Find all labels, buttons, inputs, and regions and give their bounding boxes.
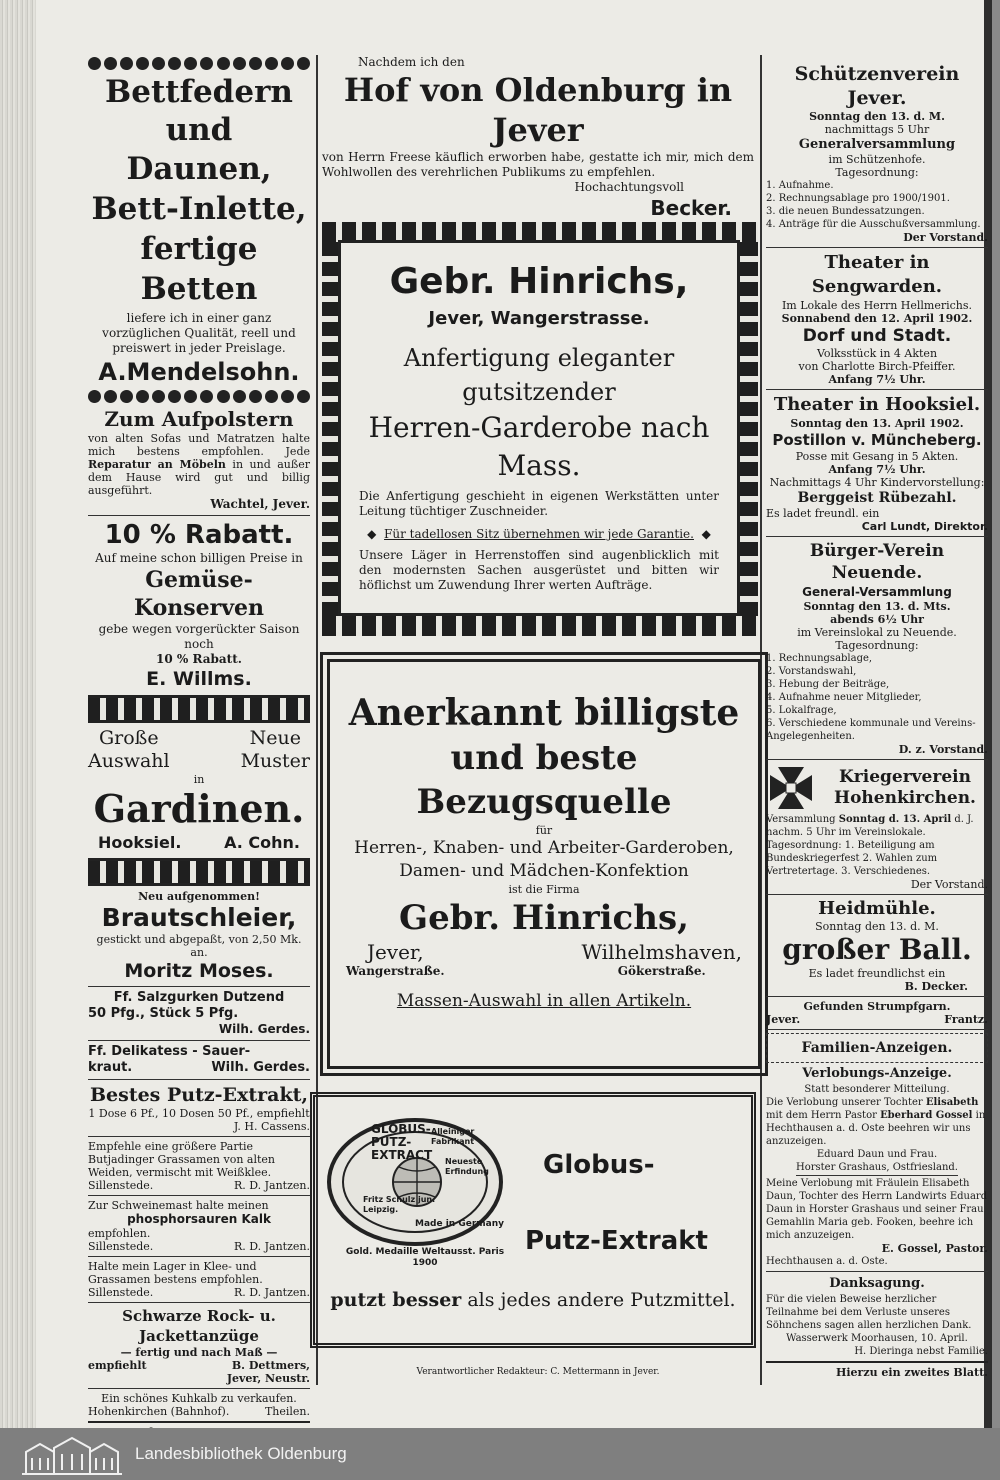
ad-sign: Der Vorstand. bbox=[903, 231, 988, 244]
krieger-header bbox=[766, 763, 988, 813]
ad-body: Ff. Salzgurken Dutzend bbox=[113, 990, 285, 1005]
agenda-item: 4. Aufnahme neuer Mitglieder, bbox=[766, 692, 922, 703]
ad-firm: E. Willms. bbox=[146, 668, 252, 690]
ad-body: Empfehle eine größere Partie Butjadinger Grassamen von alten Weiden, vermischt mit Weißklee. bbox=[88, 1140, 275, 1179]
ad-title: Postillon v. Müncheberg. bbox=[772, 431, 982, 449]
page-stack-edge bbox=[0, 0, 36, 1428]
agenda-item: 3. Hebung der Beiträge, bbox=[766, 679, 890, 690]
ad-body: Volksstück in 4 Akten bbox=[816, 347, 938, 360]
ad-footer: Massen-Auswahl in allen Artikeln. bbox=[396, 991, 692, 1011]
ad-body: Meine Verlobung mit Fräulein Elisabeth Daun, Tochter des Herrn Landwirts Eduard Daun in Horster Grashaus und seiner Frau Gemahlin Maria geb. Fooken, beehre ich mich anzuzeigen. bbox=[766, 1178, 988, 1241]
ad-body: Posse mit Gesang in 5 Akten. bbox=[795, 450, 959, 463]
ad-body: Die Anfertigung geschieht in eigenen Werkstätten unter Leitung tüchtiger Zuschneider. bbox=[359, 489, 719, 518]
ad-sign: Eduard Daun und Frau. bbox=[816, 1149, 938, 1160]
ad-sign: Hechthausen a. d. Oste. bbox=[766, 1256, 888, 1267]
ad-title: großer Ball. bbox=[782, 933, 972, 966]
ad-title: Herren-Garderobe nach Mass. bbox=[368, 411, 710, 482]
ad-body: Für die vielen Beweise herzlicher Teilnahme bei dem Verluste unseres Söhnchens sagen allen herzlichen Dank. bbox=[766, 1294, 972, 1331]
ad-body: Versammlung Sonntag d. 13. April d. J. nachm. 5 Uhr im Vereinslokale. bbox=[766, 814, 974, 838]
ad-kicker: Neu aufgenommen! bbox=[138, 890, 260, 903]
ad-title: Dorf und Stadt. bbox=[802, 326, 952, 346]
ad-body: im Schützenhofe. bbox=[828, 153, 926, 166]
ad-body: abends 6½ Uhr bbox=[830, 613, 924, 626]
ad-title: Kriegerverein Hohenkirchen. bbox=[834, 767, 976, 808]
ad-body: liefere ich in einer ganz vorzüglichen Qualität, reell und preiswert in jeder Preislage. bbox=[102, 311, 296, 355]
ad-body: Tagesordnung: bbox=[835, 639, 919, 652]
left-column bbox=[88, 55, 310, 1439]
ad-title: Berggeist Rübezahl. bbox=[797, 490, 957, 506]
tin-text: GLOBUS- PUTZ- EXTRACT bbox=[371, 1122, 433, 1162]
ornament-border bbox=[88, 858, 310, 886]
agenda-item: 1. Aufnahme. bbox=[766, 180, 834, 191]
ad-title: Anfertigung eleganter gutsitzender bbox=[403, 344, 675, 406]
ad-body: Ein schönes Kuhkalb zu verkaufen. bbox=[101, 1392, 297, 1405]
ad-sign: Sillenstede. R. D. Jantzen. bbox=[88, 1179, 310, 1192]
ad-title: Anerkannt billigste bbox=[348, 692, 740, 734]
ad-title: Danksagung. bbox=[829, 1276, 925, 1291]
ad-body: gestickt und abgepaßt, von 2,50 Mk. an. bbox=[96, 933, 302, 959]
ad-body: — fertig und nach Maß — bbox=[120, 1346, 278, 1359]
gardinen-header: Große Auswahl Neue Muster bbox=[88, 727, 310, 772]
ad-body: gebe wegen vorgerückter Saison noch bbox=[98, 622, 300, 651]
ad-title: und beste Bezugsquelle bbox=[416, 738, 672, 822]
ad-body: Tagesordnung: bbox=[835, 166, 919, 179]
ad-firm: Wilh. Gerdes. bbox=[218, 1022, 310, 1036]
ad-firm: Jever, Neustr. bbox=[226, 1372, 310, 1385]
ad-firm: J. H. Cassens. bbox=[233, 1120, 310, 1133]
section-heading: Familien-Anzeigen. bbox=[766, 1033, 988, 1063]
ad-title: Heidmühle. bbox=[818, 898, 936, 919]
ad-title: Bettfedern und bbox=[105, 74, 293, 148]
library-name: Landesbibliothek Oldenburg bbox=[135, 1444, 347, 1463]
agenda-item: 2. Rechnungsablage pro 1900/1901. bbox=[766, 193, 950, 204]
ad-body: Im Lokale des Herrn Hellmerichs. bbox=[781, 299, 973, 312]
ad-title: Zum Aufpolstern bbox=[104, 407, 294, 431]
ad-sign: Wachtel, Jever. bbox=[210, 497, 310, 511]
ad-title: fertige Betten bbox=[140, 231, 258, 307]
ad-body: Damen- und Mädchen-Konfektion bbox=[399, 861, 689, 881]
ad-body: phosphorsauren Kalk bbox=[127, 1212, 271, 1226]
ad-body: Sonntag den 13. d. Mts. bbox=[803, 600, 951, 613]
ad-body: Halte mein Lager in Klee- und Grassamen bestens empfohlen. bbox=[88, 1260, 263, 1286]
dot-border bbox=[88, 57, 310, 71]
tin-text: Alleiniger Fabrikant bbox=[431, 1127, 475, 1146]
ad-frame bbox=[338, 240, 740, 616]
ad-title: Bürger-Verein Neuende. bbox=[809, 541, 945, 583]
agenda-item: 6. Verschiedene kommunale und Vereins-Angelegenheiten. bbox=[766, 718, 976, 742]
ad-sign: Hohenkirchen (Bahnhof). Theilen. bbox=[88, 1405, 310, 1418]
ad-title: Gemüse-Konserven bbox=[133, 567, 265, 621]
ad-firm: Hooksiel. A. Cohn. bbox=[98, 833, 300, 852]
ad-sign: Der Vorstand. bbox=[910, 878, 988, 891]
ad-sign: E. Gossel, Pastor. bbox=[881, 1242, 988, 1255]
ad-title: Daunen, bbox=[126, 151, 272, 187]
ad-firm: Moritz Moses. bbox=[124, 960, 274, 982]
ad-body: Sonntag den 13. d. M. bbox=[809, 110, 945, 123]
ad-body: Zur Schweinemast halte meinen bbox=[88, 1199, 269, 1212]
ad-title: Theater in Sengwarden. bbox=[811, 252, 943, 297]
agenda-item: 3. die neuen Bundessatzungen. bbox=[766, 206, 925, 217]
ad-sign: Sillenstede. R. D. Jantzen. bbox=[88, 1286, 310, 1299]
ad-title: Gefunden Strumpfgarn. bbox=[803, 1000, 951, 1013]
ad-title: Globus- bbox=[543, 1150, 655, 1180]
ad-body: in bbox=[193, 773, 205, 786]
ad-title: Gardinen. bbox=[93, 786, 305, 831]
ad-title: Hof von Oldenburg in Jever bbox=[343, 71, 733, 149]
ad-sign: Jever. Frantz. bbox=[766, 1013, 988, 1026]
ad-body: Unsere Läger in Herrenstoffen sind augenblicklich mit den modernsten Sachen ausgerüstet und bitten wir höflichst um Zuwendung Ihrer werten Aufträge. bbox=[359, 548, 719, 592]
ad-body: Tagesordnung: 1. Beteiligung am Bundeskriegerfest 2. Wahlen zum Vertretertage. 3. Verschiedenes. bbox=[766, 840, 938, 877]
ad-title: Schwarze Rock- u. Jackettanzüge bbox=[122, 1307, 276, 1345]
ad-body: 1 Dose 6 Pf., 10 Dosen 50 Pf., empfiehlt bbox=[88, 1107, 310, 1120]
ad-body: Generalversammlung bbox=[798, 137, 956, 152]
ad-body: ist die Firma bbox=[508, 883, 580, 896]
library-footer bbox=[0, 1428, 1000, 1480]
ad-body: nachmittags 5 Uhr bbox=[824, 123, 930, 136]
tin-text: Made in Germany bbox=[415, 1219, 504, 1229]
ad-footer: putzt besser als jedes andere Putzmittel. bbox=[330, 1289, 736, 1311]
ad-body: Hochachtungsvoll bbox=[574, 180, 684, 194]
ad-kicker: Nachdem ich den bbox=[358, 55, 465, 69]
middle-column bbox=[322, 55, 754, 221]
ad-body: kraut. Wilh. Gerdes. bbox=[88, 1060, 310, 1075]
ornament-border bbox=[88, 695, 310, 723]
ad-body: im Vereinslokal zu Neuende. bbox=[797, 626, 957, 639]
ad-body: empfiehlt B. Dettmers, bbox=[88, 1359, 310, 1372]
ad-frame bbox=[320, 652, 768, 1076]
ad-addresses: Jever, Wangerstraße. Wilhelmshaven, Gökerstraße. bbox=[346, 940, 742, 978]
ad-title: Brautschleier, bbox=[101, 903, 297, 932]
ad-title: Bett-Inlette, bbox=[91, 191, 307, 227]
ad-firm: A.Mendelsohn. bbox=[98, 358, 300, 386]
ad-body: empfohlen. bbox=[88, 1227, 151, 1240]
ad-body: Es ladet freundlichst ein bbox=[808, 967, 946, 980]
tin-text: Neueste Erfindung bbox=[445, 1157, 489, 1176]
ad-title: Gebr. Hinrichs, bbox=[389, 261, 689, 302]
ad-guarantee: ◆ Für tadellosen Sitz übernehmen wir jede Garantie. ◆ bbox=[367, 527, 711, 541]
dot-border bbox=[88, 390, 310, 404]
ad-title: Theater in Hooksiel. bbox=[773, 394, 981, 415]
agenda-item: 1. Rechnungsablage, bbox=[766, 653, 873, 664]
ad-body: von Herrn Freese käuflich erworben habe, gestatte ich mir, mich dem Wohlwollen des verehrlichen Publikums zu empfehlen. bbox=[322, 150, 754, 179]
agenda-item: 2. Vorstandswahl, bbox=[766, 666, 857, 677]
ad-body: General-Versammlung bbox=[802, 585, 952, 599]
ad-body: Nachmittags 4 Uhr Kindervorstellung: bbox=[769, 476, 985, 489]
ad-body: Wasserwerk Moorhausen, 10. April. bbox=[786, 1333, 968, 1344]
ad-title: Putz-Extrakt bbox=[525, 1226, 708, 1256]
ad-body: Herren-, Knaben- und Arbeiter-Garderoben, bbox=[354, 838, 734, 858]
ad-sign: D. z. Vorstand. bbox=[898, 743, 988, 756]
ad-title: Schützenverein Jever. bbox=[794, 63, 960, 109]
ad-address: Jever, Wangerstrasse. bbox=[428, 308, 650, 329]
ad-sign: Becker. bbox=[650, 196, 732, 220]
ad-sign: Horster Grashaus, Ostfriesland. bbox=[795, 1162, 958, 1173]
ad-title: Verlobungs-Anzeige. bbox=[802, 1066, 952, 1081]
ad-body: Ff. Delikatess - Sauer- bbox=[88, 1044, 251, 1059]
ad-body: Es ladet freundl. ein bbox=[766, 507, 880, 520]
right-column bbox=[766, 62, 988, 1379]
iron-cross-icon bbox=[766, 763, 816, 813]
ad-body: Die Verlobung unserer Tochter Elisabeth mit dem Herrn Pastor Eberhard Gossel in Hechthausen a. d. Oste beehren wir uns anzuzeigen. bbox=[766, 1097, 986, 1147]
agenda-item: 5. Lokalfrage, bbox=[766, 705, 837, 716]
ad-body: Anfang 7½ Uhr. bbox=[828, 463, 926, 476]
ad-body: Sonntag den 13. d. M. bbox=[815, 920, 939, 933]
ad-body: von alten Sofas und Matratzen halte mich bestens empfohlen. Jede Reparatur an Möbeln in und außer dem Hause wird gut und billig ausgeführt. bbox=[88, 432, 310, 497]
ad-title: Bestes Putz-Extrakt, bbox=[89, 1084, 309, 1106]
ad-body: von Charlotte Birch-Pfeiffer. bbox=[798, 360, 956, 373]
ad-sign: H. Dieringa nebst Familie. bbox=[854, 1346, 988, 1357]
ad-firm: Gebr. Hinrichs, bbox=[399, 898, 689, 938]
ad-body: 50 Pfg., Stück 5 Pfg. bbox=[88, 1006, 239, 1021]
ad-body: Anfang 7½ Uhr. bbox=[828, 373, 926, 386]
library-building-icon bbox=[20, 1432, 124, 1476]
ad-title: 10 % Rabatt. bbox=[104, 520, 294, 550]
tin-text: Fritz Schulz jun. Leipzig. bbox=[363, 1195, 436, 1214]
tin-text: Gold. Medaille Weltausst. Paris 1900 bbox=[345, 1247, 505, 1268]
ad-body: Sonnabend den 12. April 1902. bbox=[781, 312, 973, 325]
ad-body: Statt besonderer Mitteilung. bbox=[804, 1084, 950, 1095]
ad-frame bbox=[310, 1092, 756, 1348]
continuation-note: Hierzu ein zweites Blatt. bbox=[835, 1366, 988, 1379]
ad-sign: B. Decker. bbox=[904, 980, 968, 993]
editor-line: Verantwortlicher Redakteur: C. Mettermann in Jever. bbox=[416, 1367, 660, 1377]
ornament-border bbox=[740, 242, 758, 616]
ad-body: für bbox=[535, 824, 553, 837]
ad-body: Auf meine schon billigen Preise in bbox=[95, 551, 303, 565]
ad-body: 10 % Rabatt. bbox=[156, 652, 242, 666]
ad-body: Sonntag den 13. April 1902. bbox=[790, 417, 964, 430]
agenda-item: 4. Anträge für die Ausschußversammlung. bbox=[766, 219, 981, 230]
ornament-border bbox=[322, 616, 758, 636]
ad-sign: Sillenstede. R. D. Jantzen. bbox=[88, 1240, 310, 1253]
ornament-border bbox=[322, 222, 758, 242]
ad-sign: Carl Lundt, Direktor. bbox=[861, 520, 988, 533]
